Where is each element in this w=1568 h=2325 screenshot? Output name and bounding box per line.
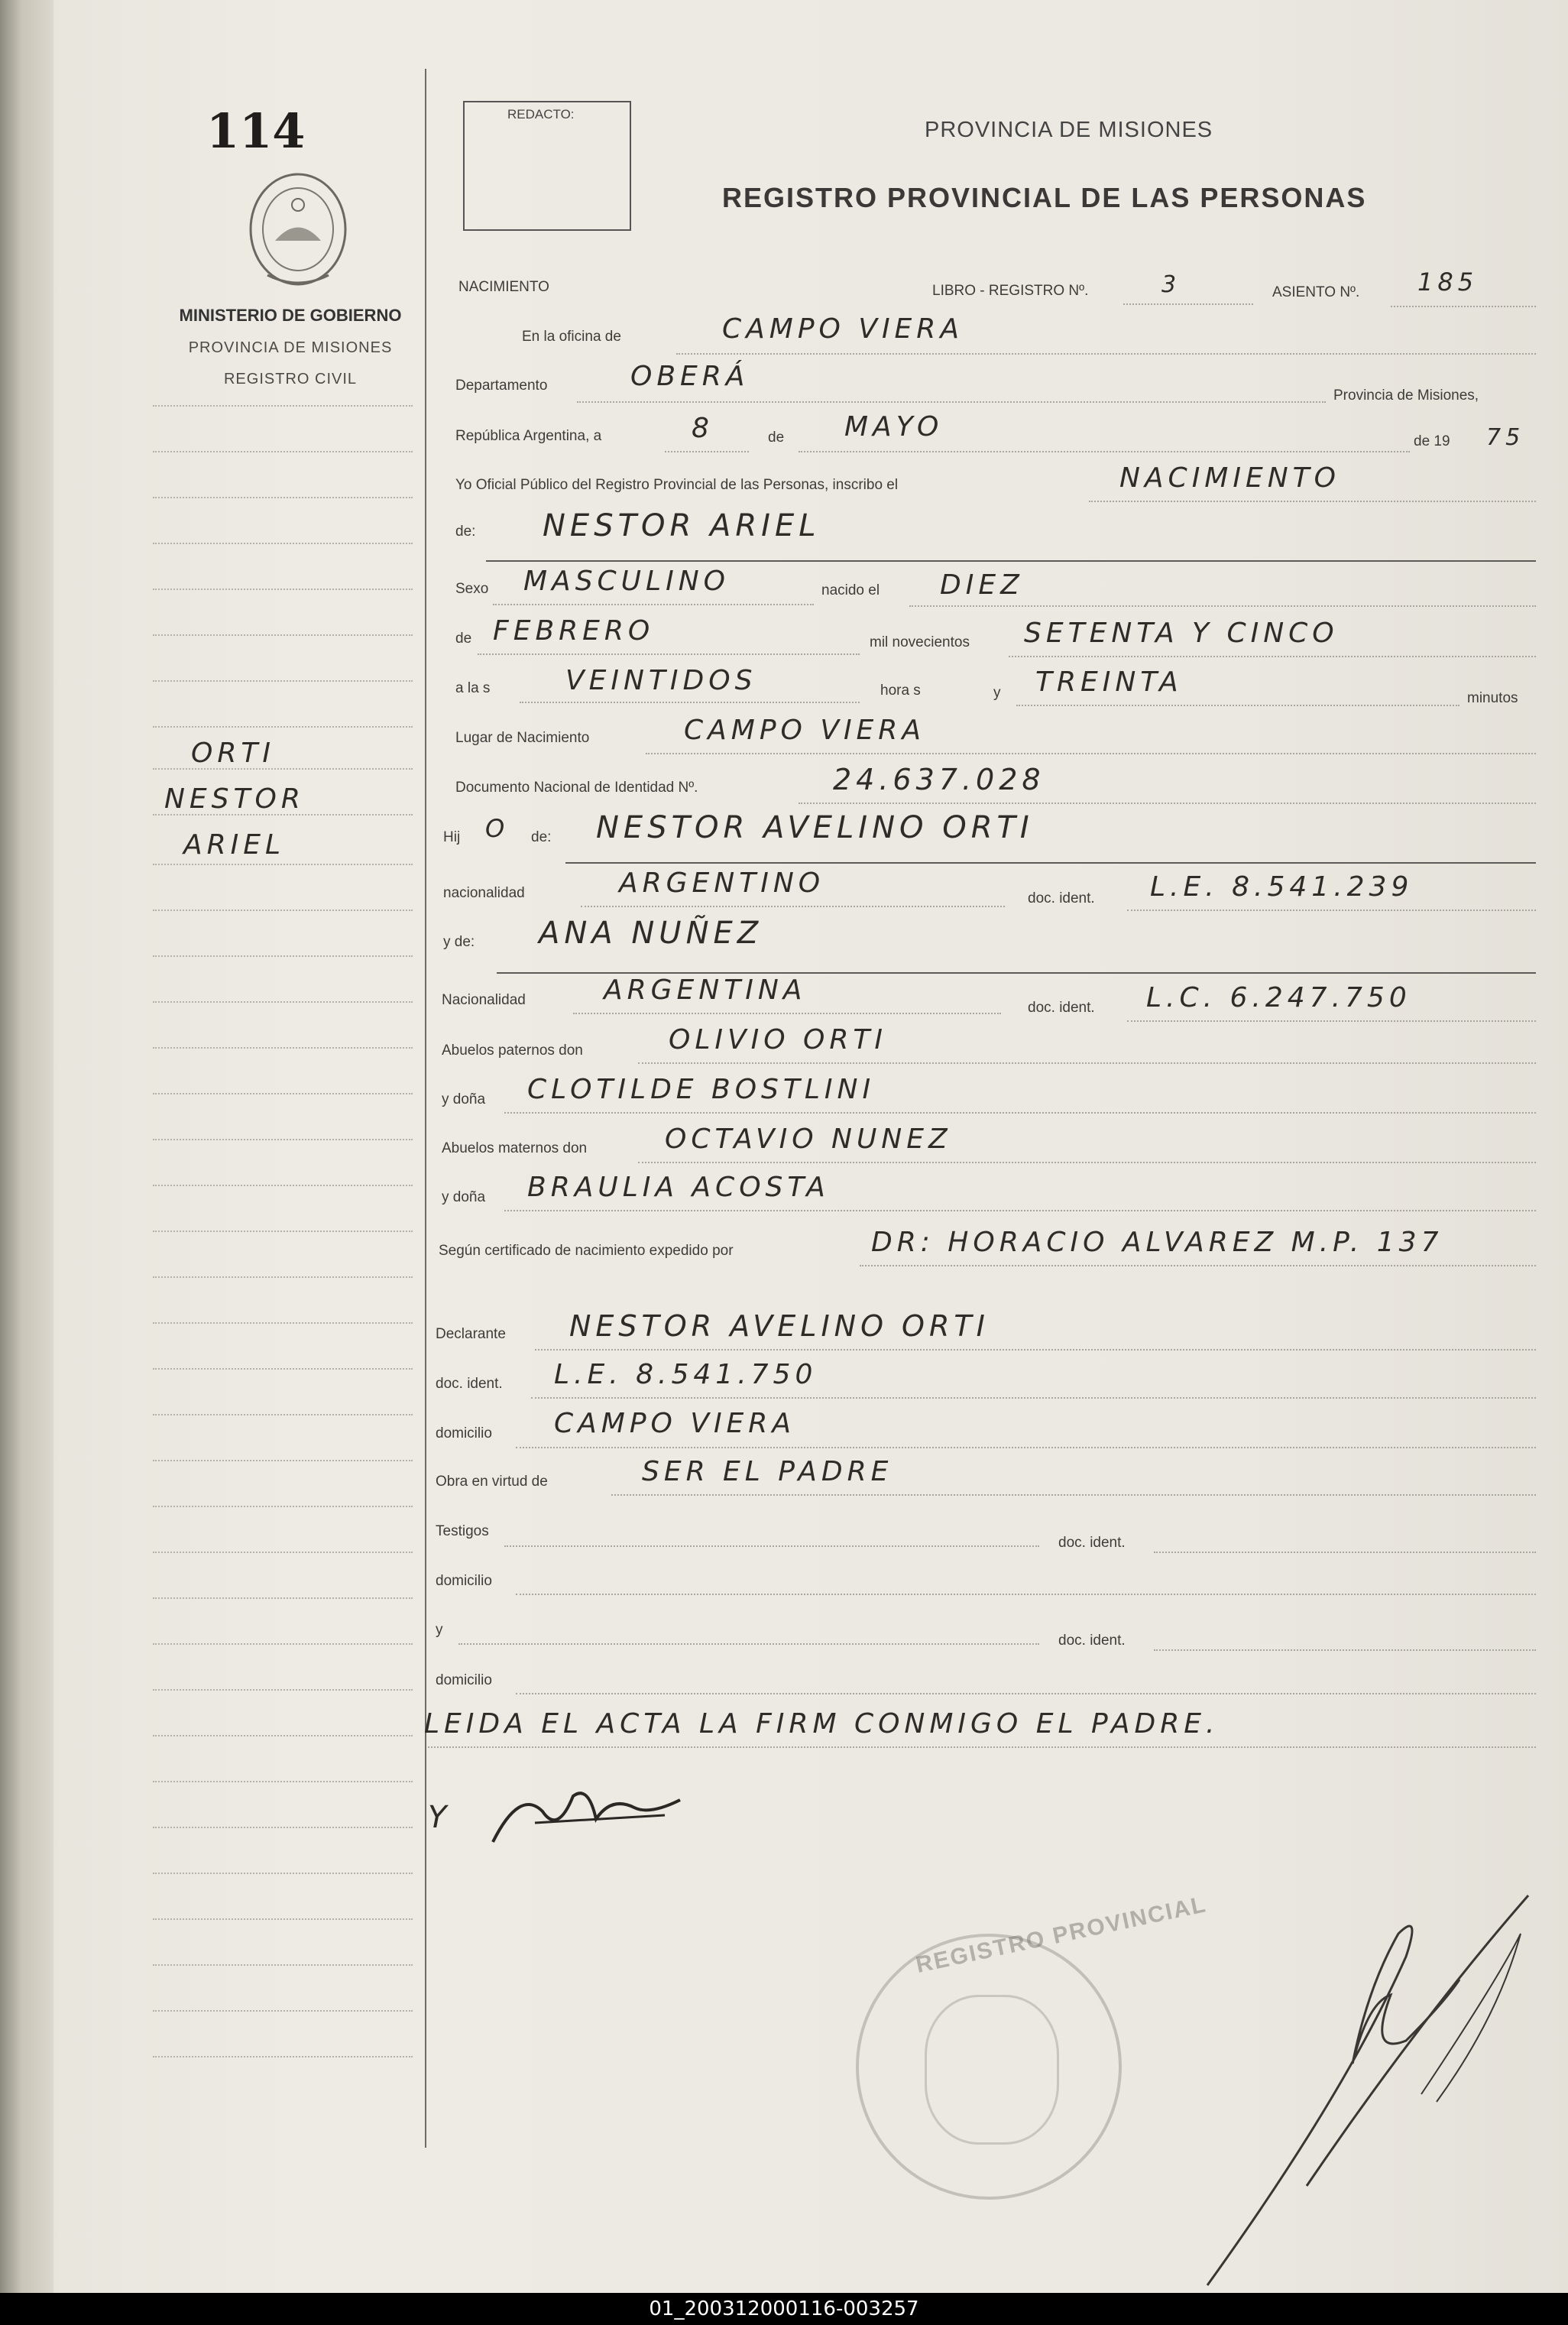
signature-prefix: Y bbox=[428, 1800, 452, 1835]
dni-value: 24.637.028 bbox=[833, 763, 1045, 796]
domicilio-label: domicilio bbox=[436, 1425, 492, 1441]
dotted-line bbox=[535, 1349, 1536, 1351]
madre-underline bbox=[497, 972, 1536, 974]
margin-surname: ORTI bbox=[191, 738, 275, 769]
dotted-line bbox=[1123, 303, 1253, 305]
dotted-line bbox=[504, 1112, 1536, 1114]
ydona2-label: y doña bbox=[442, 1189, 486, 1205]
asiento-value: 185 bbox=[1417, 268, 1479, 297]
book-binding bbox=[0, 0, 53, 2293]
dotted-line bbox=[799, 451, 1410, 452]
dotted-line bbox=[611, 1494, 1536, 1496]
libro-value: 3 bbox=[1161, 271, 1181, 298]
dotted-line bbox=[1127, 1020, 1536, 1022]
oficina-label: En la oficina de bbox=[522, 329, 621, 345]
docident-label: doc. ident. bbox=[1028, 890, 1095, 906]
margin-line bbox=[153, 1460, 413, 1461]
margin-line bbox=[153, 589, 413, 590]
lugar-value: CAMPO VIERA bbox=[684, 715, 925, 746]
dotted-line bbox=[458, 1643, 1039, 1645]
sexo-label: Sexo bbox=[455, 581, 489, 597]
margin-line bbox=[153, 2056, 413, 2057]
margin-line bbox=[153, 1231, 413, 1232]
sexo-value: MASCULINO bbox=[523, 566, 730, 597]
republica-label: República Argentina, a bbox=[455, 428, 602, 444]
margin-line bbox=[153, 1001, 413, 1003]
de3-label: de bbox=[455, 631, 472, 647]
certificado-label: Según certificado de nacimiento expedido por bbox=[439, 1243, 734, 1259]
de2-label: de: bbox=[455, 524, 476, 540]
year-label: de 19 bbox=[1414, 433, 1450, 449]
margin-line bbox=[153, 1597, 413, 1599]
declarante-signature-icon bbox=[489, 1781, 688, 1850]
obra-label: Obra en virtud de bbox=[436, 1474, 548, 1490]
oficina-value: CAMPO VIERA bbox=[722, 313, 964, 345]
record-type-label: NACIMIENTO bbox=[458, 279, 549, 295]
horas-label: hora s bbox=[880, 683, 921, 699]
inscribo-value: NACIMIENTO bbox=[1119, 462, 1340, 494]
declarante-label: Declarante bbox=[436, 1326, 506, 1342]
dni-label: Documento Nacional de Identidad Nº. bbox=[455, 780, 698, 796]
declarante-doc-value: L.E. 8.541.750 bbox=[554, 1359, 818, 1390]
margin-line bbox=[153, 726, 413, 728]
margin-line bbox=[153, 1552, 413, 1553]
minutos-value: TREINTA bbox=[1035, 666, 1183, 698]
margin-line bbox=[153, 768, 413, 770]
mes-nac-value: FEBRERO bbox=[493, 615, 655, 647]
padre-doc-value: L.E. 8.541.239 bbox=[1150, 871, 1414, 903]
provincia-label: Provincia de Misiones, bbox=[1333, 388, 1479, 404]
dotted-line bbox=[646, 753, 1536, 754]
margin-line bbox=[153, 1506, 413, 1507]
redacto-box bbox=[463, 101, 631, 231]
margin-line bbox=[153, 1185, 413, 1186]
hijo-de-label: de: bbox=[531, 829, 552, 845]
madre-doc-value: L.C. 6.247.750 bbox=[1146, 982, 1411, 1013]
nacido-label: nacido el bbox=[821, 582, 880, 598]
horas-value: VEINTIDOS bbox=[565, 665, 757, 696]
dotted-line bbox=[428, 1746, 1536, 1748]
madre-nac-value: ARGENTINA bbox=[604, 974, 807, 1006]
dotted-line bbox=[1016, 705, 1459, 706]
dotted-line bbox=[478, 653, 860, 655]
departamento-value: OBERÁ bbox=[630, 361, 750, 392]
nacionalidad-label: nacionalidad bbox=[443, 885, 525, 901]
ministry-block bbox=[168, 306, 413, 388]
margin-line bbox=[153, 1827, 413, 1828]
dotted-line bbox=[520, 702, 860, 703]
mil-label: mil novecientos bbox=[870, 634, 970, 650]
margin-line bbox=[153, 1918, 413, 1920]
ministry-registry: REGISTRO CIVIL bbox=[223, 371, 358, 388]
dotted-line bbox=[638, 1162, 1536, 1163]
name-underline bbox=[486, 560, 1536, 562]
margin-line bbox=[153, 405, 413, 407]
abuela-mat-value: BRAULIA ACOSTA bbox=[527, 1172, 830, 1203]
year-value: 75 bbox=[1486, 424, 1525, 451]
margin-line bbox=[153, 1322, 413, 1324]
minutos-label: minutos bbox=[1467, 690, 1518, 706]
image-footer-code: 01_200312000116-003257 bbox=[0, 2293, 1568, 2325]
declarante-docident-label: doc. ident. bbox=[436, 1376, 503, 1392]
folio-number: 114 bbox=[206, 103, 306, 159]
margin-line bbox=[153, 1047, 413, 1049]
abuelo-mat-value: OCTAVIO NUNEZ bbox=[665, 1124, 952, 1155]
dotted-line bbox=[1127, 910, 1536, 911]
ministry-province: PROVINCIA DE MISIONES bbox=[188, 339, 393, 356]
margin-line bbox=[153, 910, 413, 911]
margin-line bbox=[153, 634, 413, 636]
header-registry: REGISTRO PROVINCIAL DE LAS PERSONAS bbox=[722, 182, 1367, 213]
nacionalidad2-label: Nacionalidad bbox=[442, 992, 526, 1008]
margin-line bbox=[153, 1873, 413, 1874]
month-value: MAYO bbox=[844, 411, 944, 443]
dotted-line bbox=[665, 451, 749, 452]
dotted-line bbox=[581, 906, 1005, 907]
margin-line bbox=[153, 451, 413, 452]
dotted-line bbox=[638, 1062, 1536, 1064]
dotted-line bbox=[504, 1210, 1536, 1211]
testigo2-docident-label: doc. ident. bbox=[1058, 1633, 1126, 1649]
header-province: PROVINCIA DE MISIONES bbox=[925, 118, 1213, 142]
dotted-line bbox=[1154, 1552, 1536, 1553]
dotted-line bbox=[860, 1265, 1536, 1266]
dotted-line bbox=[799, 803, 1536, 804]
hijo-label: Hij bbox=[443, 829, 461, 845]
testigo2-domicilio-label: domicilio bbox=[436, 1672, 492, 1688]
nacido-value: DIEZ bbox=[940, 569, 1024, 601]
y-label: y bbox=[993, 685, 1001, 701]
ydona-label: y doña bbox=[442, 1091, 486, 1107]
margin-line bbox=[153, 1964, 413, 1966]
closing-text: LEIDA EL ACTA LA FIRM CONMIGO EL PADRE. bbox=[424, 1708, 1220, 1740]
redacto-label: REDACTO: bbox=[507, 107, 575, 122]
dotted-line bbox=[573, 1013, 1001, 1014]
margin-line bbox=[153, 1735, 413, 1736]
declarante-value: NESTOR AVELINO ORTI bbox=[569, 1309, 990, 1343]
provincial-seal-icon bbox=[245, 168, 352, 290]
margin-line bbox=[153, 1781, 413, 1782]
dotted-line bbox=[516, 1693, 1536, 1694]
margin-name-1: NESTOR bbox=[164, 783, 305, 815]
dotted-line bbox=[516, 1447, 1536, 1448]
margin-line bbox=[153, 543, 413, 544]
domicilio-value: CAMPO VIERA bbox=[554, 1408, 795, 1439]
padre-nac-value: ARGENTINO bbox=[619, 867, 825, 899]
margin-line bbox=[153, 1643, 413, 1645]
testigo1-docident-label: doc. ident. bbox=[1058, 1535, 1126, 1551]
margin-line bbox=[153, 1368, 413, 1370]
dotted-line bbox=[1089, 501, 1536, 502]
dotted-line bbox=[577, 401, 1326, 403]
dotted-line bbox=[1154, 1649, 1536, 1651]
margin-line bbox=[153, 864, 413, 865]
madre-docident-label: doc. ident. bbox=[1028, 1000, 1095, 1016]
certificado-value: DR: HORACIO ALVAREZ M.P. 137 bbox=[871, 1227, 1443, 1258]
column-divider bbox=[425, 69, 426, 2148]
obra-value: SER EL PADRE bbox=[642, 1456, 893, 1487]
margin-line bbox=[153, 955, 413, 957]
y-final-label: y bbox=[436, 1622, 443, 1638]
day-value: 8 bbox=[692, 413, 714, 444]
departamento-label: Departamento bbox=[455, 378, 548, 394]
margin-line bbox=[153, 497, 413, 498]
asiento-label: ASIENTO Nº. bbox=[1272, 284, 1360, 300]
dotted-line bbox=[1009, 656, 1536, 657]
padre-underline bbox=[565, 862, 1536, 864]
margin-line bbox=[153, 814, 413, 816]
dotted-line bbox=[516, 1594, 1536, 1595]
abuelos-pat-label: Abuelos paternos don bbox=[442, 1043, 583, 1059]
lugar-label: Lugar de Nacimiento bbox=[455, 730, 590, 746]
margin-line bbox=[153, 1276, 413, 1278]
libro-label: LIBRO - REGISTRO Nº. bbox=[932, 283, 1089, 299]
dotted-line bbox=[676, 353, 1536, 355]
margin-name-2: ARIEL bbox=[183, 829, 286, 861]
margin-line bbox=[153, 1139, 413, 1140]
margin-line bbox=[153, 1093, 413, 1094]
abuelo-pat-value: OLIVIO ORTI bbox=[669, 1024, 887, 1055]
dotted-line bbox=[493, 604, 814, 605]
de-label: de bbox=[768, 430, 785, 446]
stamp-inner-seal-icon bbox=[925, 1995, 1059, 2145]
testigos-label: Testigos bbox=[436, 1523, 489, 1539]
alas-label: a la s bbox=[455, 680, 491, 696]
dotted-line bbox=[1391, 306, 1536, 307]
dotted-line bbox=[504, 1545, 1039, 1547]
padre-value: NESTOR AVELINO ORTI bbox=[596, 810, 1034, 845]
inscribo-label: Yo Oficial Público del Registro Provincial de las Personas, inscribo el bbox=[455, 477, 899, 493]
margin-line bbox=[153, 2010, 413, 2012]
margin-line bbox=[153, 1414, 413, 1415]
margin-line bbox=[153, 680, 413, 682]
stamp-text: REGISTRO PROVINCIAL bbox=[913, 1892, 1210, 1978]
dotted-line bbox=[909, 605, 1536, 607]
hijo-o-value: O bbox=[485, 814, 510, 843]
abuela-pat-value: CLOTILDE BOSTLINI bbox=[527, 1074, 876, 1105]
ministry-title: MINISTERIO DE GOBIERNO bbox=[179, 306, 402, 325]
officer-signature-icon bbox=[1192, 1865, 1544, 2293]
margin-line bbox=[153, 1689, 413, 1691]
dotted-line bbox=[531, 1397, 1536, 1399]
testigo1-domicilio-label: domicilio bbox=[436, 1573, 492, 1589]
nombre-value: NESTOR ARIEL bbox=[543, 508, 821, 543]
madre-value: ANA NUÑEZ bbox=[539, 916, 763, 951]
yde-label: y de: bbox=[443, 934, 475, 950]
anio-nac-value: SETENTA Y CINCO bbox=[1024, 618, 1339, 649]
abuelos-mat-label: Abuelos maternos don bbox=[442, 1140, 588, 1156]
